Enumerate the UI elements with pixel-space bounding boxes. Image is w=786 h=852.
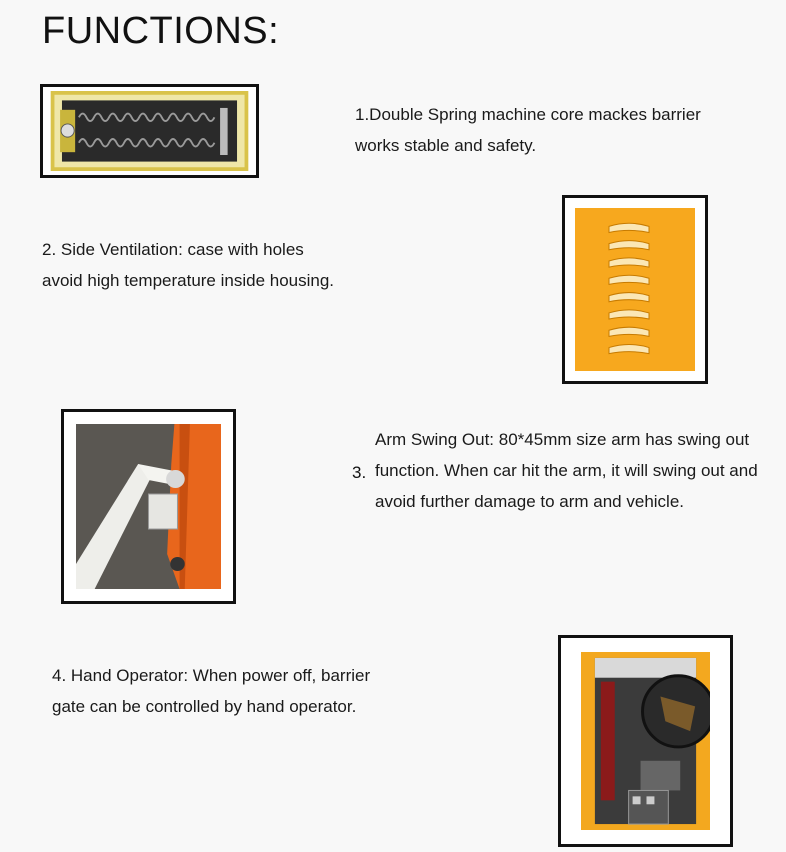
hand-operator-image <box>558 635 733 847</box>
ventilation-icon <box>575 208 695 371</box>
function-2-text: 2. Side Ventilation: case with holes avoid high temperature inside housing. <box>42 240 335 290</box>
function-1-text: 1.Double Spring machine core mackes barrier works stable and safety. <box>355 105 701 155</box>
function-3-text: Arm Swing Out: 80*45mm size arm has swing out function. When car hit the arm, it will swing out and avoid further damage to arm and vehicle. <box>375 430 758 511</box>
spring-icon <box>47 91 252 171</box>
arm-swing-image <box>61 409 236 604</box>
ventilation-image <box>562 195 708 384</box>
hand-operator-icon <box>581 652 710 830</box>
page-title: FUNCTIONS: <box>42 10 280 52</box>
function-3-number: 3. <box>352 463 367 482</box>
function-4-text: 4. Hand Operator: When power off, barrier gate can be controlled by hand operator. <box>52 666 371 716</box>
arm-icon <box>76 424 221 589</box>
spring-core-image <box>40 84 259 178</box>
